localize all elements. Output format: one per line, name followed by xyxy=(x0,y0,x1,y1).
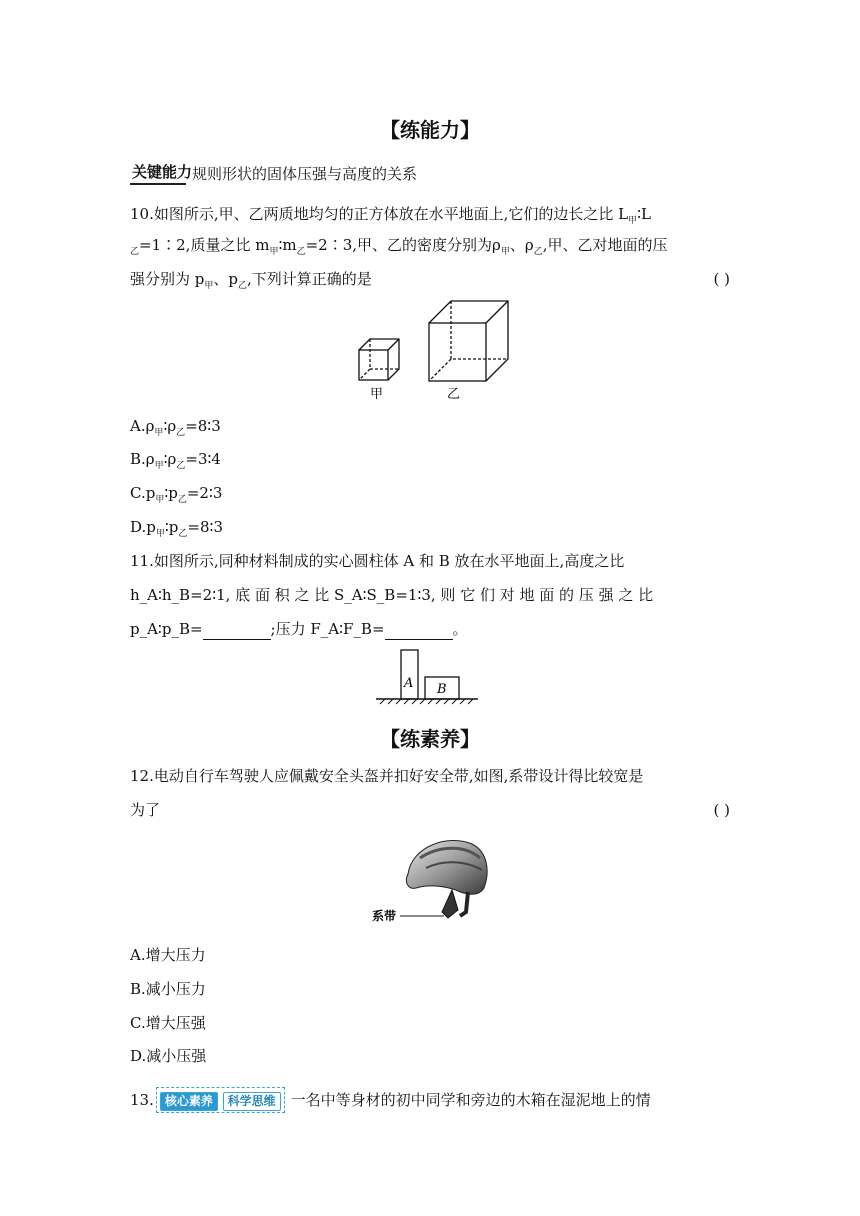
option-sub: 甲 xyxy=(154,428,164,438)
q12-option-b: B.减小压力 xyxy=(130,980,206,998)
q10-text-f: 、ρ xyxy=(509,236,534,254)
q11-line3 xyxy=(130,618,468,640)
q10-sub: 甲 xyxy=(628,216,638,226)
q10-option-c xyxy=(130,482,222,511)
q13-number: 13. xyxy=(130,1091,154,1109)
key-ability-text: 规则形状的固体压强与高度的关系 xyxy=(192,165,418,183)
q10-sub: 乙 xyxy=(533,247,543,257)
key-ability-header xyxy=(130,161,417,185)
q11-text-c: 。 xyxy=(452,620,468,638)
option-mid: ∶ρ xyxy=(163,417,177,435)
q10-text-i: 、p xyxy=(213,270,238,288)
option-sub: 乙 xyxy=(176,428,186,438)
q10-sub: 乙 xyxy=(296,247,306,257)
q10-line3 xyxy=(130,268,730,297)
option-sub: 甲 xyxy=(155,495,165,505)
option-sub: 乙 xyxy=(176,461,186,471)
option-sub: 乙 xyxy=(177,495,187,505)
answer-parentheses: ( ) xyxy=(713,801,730,819)
section-title-practice-ability: 【练能力】 xyxy=(380,118,480,142)
q12-text: 为了 xyxy=(130,801,161,819)
q10-option-a xyxy=(130,415,221,444)
small-cube-hidden-edge xyxy=(359,369,370,380)
q10-text-j: ,下列计算正确的是 xyxy=(247,270,372,288)
q10-line2 xyxy=(130,234,668,263)
q11-text-b: ;压力 F_A∶F_B= xyxy=(270,620,385,638)
q11-line2: h_A∶h_B=2∶1, 底 面 积 之 比 S_A∶S_B=1∶3, 则 它 们 对 地 面 的 压 强 之 比 xyxy=(130,586,654,604)
option-sub: 甲 xyxy=(155,529,165,539)
q10-line1 xyxy=(130,203,651,232)
q10-sub: 甲 xyxy=(269,247,279,257)
cylinder-a xyxy=(401,650,418,699)
core-literacy-badge: 核心素养 xyxy=(160,1092,218,1111)
small-cube-front xyxy=(359,350,388,380)
option-value: =8∶3 xyxy=(185,417,221,435)
scientific-thinking-badge: 科学思维 xyxy=(223,1092,281,1111)
q11-text-a: p_A∶p_B= xyxy=(130,620,203,638)
small-cube-edge xyxy=(388,339,399,350)
cylinder-a-label: A xyxy=(404,676,414,691)
option-value: =8∶3 xyxy=(187,518,223,536)
option-sub: 乙 xyxy=(178,529,188,539)
q10-text-d: ∶m xyxy=(278,236,297,254)
cube-label-jia: 甲 xyxy=(370,387,384,402)
option-label: B.ρ xyxy=(130,450,155,468)
helmet-figure xyxy=(368,832,498,932)
q10-sub: 甲 xyxy=(204,281,214,291)
option-label: C.p xyxy=(130,484,156,502)
key-ability-tag: 关键能力 xyxy=(130,161,186,185)
q13-text: 一名中等身材的初中同学和旁边的木箱在湿泥地上的情 xyxy=(290,1091,651,1109)
answer-blank-pressure[interactable] xyxy=(203,623,271,640)
large-cube-hidden-edge xyxy=(429,359,451,381)
cylinders-figure xyxy=(372,646,482,706)
option-value: =3∶4 xyxy=(185,450,221,468)
core-literacy-badges xyxy=(156,1087,285,1113)
chin-strap xyxy=(442,890,458,918)
strap-label: 系带 xyxy=(372,909,397,923)
q10-option-d xyxy=(130,516,223,545)
q11-line1: 11.如图所示,同种材料制成的实心圆柱体 A 和 B 放在水平地面上,高度之比 xyxy=(130,552,625,570)
side-strap xyxy=(460,892,468,916)
option-mid: ∶p xyxy=(164,484,178,502)
q10-text-g: ,甲、乙对地面的压 xyxy=(542,236,668,254)
option-mid: ∶ρ xyxy=(163,450,177,468)
q12-line1: 12.电动自行车驾驶人应佩戴安全头盔并扣好安全带,如图,系带设计得比较宽是 xyxy=(130,767,644,785)
q12-option-a: A.增大压力 xyxy=(130,946,206,964)
q12-option-c: C.增大压强 xyxy=(130,1014,206,1032)
option-sub: 甲 xyxy=(154,461,164,471)
q10-text-a: 10.如图所示,甲、乙两质地均匀的正方体放在水平地面上,它们的边长之比 L xyxy=(130,205,629,223)
q10-sub: 甲 xyxy=(500,247,510,257)
option-value: =2∶3 xyxy=(186,484,223,502)
q10-text-e: =2∶3,甲、乙的密度分别为ρ xyxy=(305,236,501,254)
section-title-practice-literacy: 【练素养】 xyxy=(380,727,480,751)
cylinder-b-label: B xyxy=(437,682,447,697)
q12-option-d: D.减小压强 xyxy=(130,1047,207,1065)
q10-text-h: 强分别为 p xyxy=(130,270,205,288)
large-cube-front xyxy=(429,323,486,381)
q10-option-b xyxy=(130,448,221,477)
large-cube-edge xyxy=(486,301,508,323)
option-label: D.p xyxy=(130,518,156,536)
cube-label-yi: 乙 xyxy=(447,387,461,402)
answer-blank-force[interactable] xyxy=(385,623,453,640)
option-mid: ∶p xyxy=(164,518,179,536)
q13-line1 xyxy=(130,1087,651,1113)
cubes-figure xyxy=(350,298,510,408)
answer-parentheses: ( ) xyxy=(713,270,730,288)
q10-text-c: =1∶2,质量之比 m xyxy=(139,236,270,254)
q10-sub: 乙 xyxy=(238,281,248,291)
option-label: A.ρ xyxy=(130,417,155,435)
q12-line2 xyxy=(130,799,730,821)
q10-text-b: ∶L xyxy=(637,205,652,223)
q10-sub: 乙 xyxy=(130,247,140,257)
